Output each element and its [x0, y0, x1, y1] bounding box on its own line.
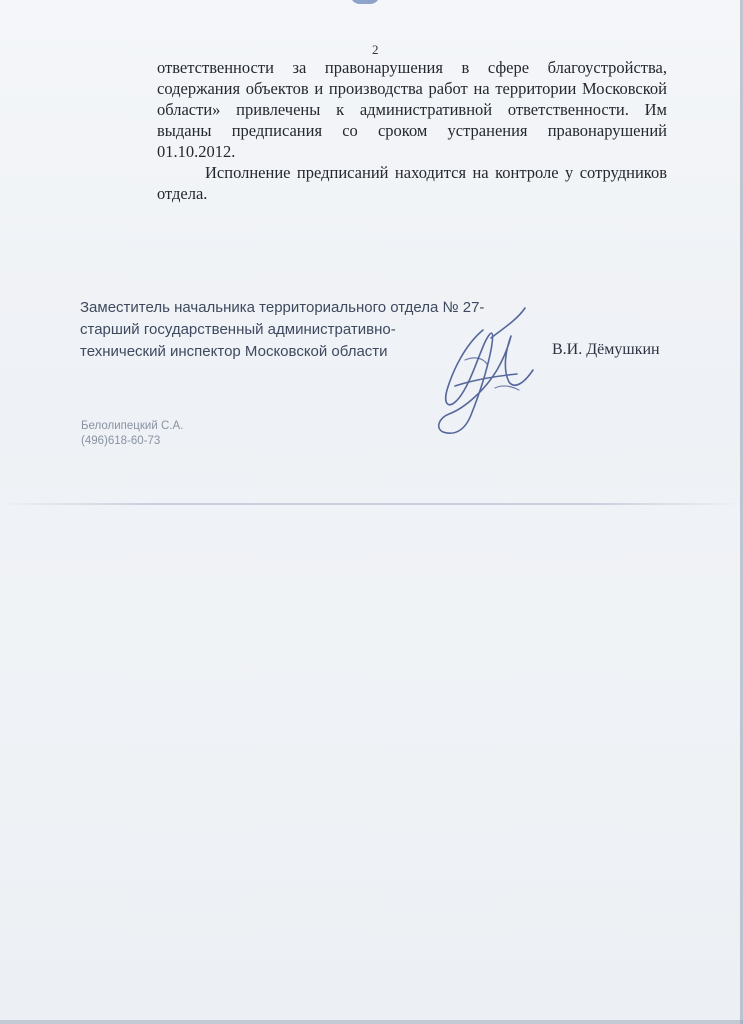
- signer-position: [80, 297, 484, 363]
- position-line: технический инспектор Московской области: [80, 343, 388, 360]
- executor-info: [81, 419, 183, 449]
- signer-name: В.И. Дёмушкин: [552, 341, 660, 358]
- executor-name: Белолипецкий С.А.: [81, 420, 184, 432]
- punch-mark: [350, 0, 380, 4]
- letter-body: [157, 57, 667, 204]
- paper-fold: [0, 503, 743, 505]
- body-paragraph: ответственности за правонарушения в сфере благоустройства, содержания объектов и производства работ на территории Московской области» привлечены к административной ответственности. Им выданы предписания со сроком устранения правонарушений 01.10.2012.: [157, 58, 667, 161]
- position-line: Заместитель начальника территориального отдела № 27-: [80, 299, 485, 316]
- page-edge-bottom: [0, 1020, 743, 1024]
- handwritten-signature: [425, 290, 555, 440]
- executor-phone: (496)618-60-73: [81, 435, 161, 447]
- position-line: старший государственный административно-: [80, 321, 396, 338]
- body-paragraph: Исполнение предписаний находится на контроле у сотрудников отдела.: [157, 163, 667, 203]
- page-number: 2: [372, 42, 379, 57]
